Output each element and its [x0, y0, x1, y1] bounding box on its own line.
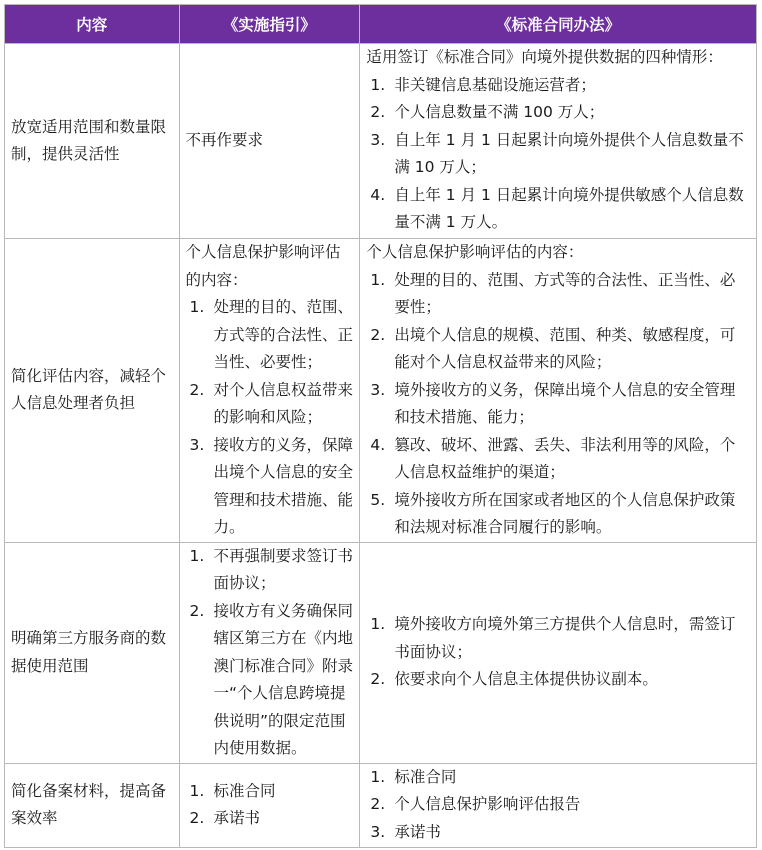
list-item-text: 自上年 1 月 1 日起累计向境外提供个人信息数量不满 10 万人； — [394, 130, 744, 176]
row-content-text: 简化评估内容，减轻个人信息处理者负担 — [11, 366, 167, 413]
standard-list — [366, 611, 750, 694]
list-item-text: 个人信息数量不满 100 万人； — [394, 103, 605, 121]
list-number: 3. — [370, 822, 386, 841]
list-item — [366, 666, 750, 694]
guideline-list — [186, 543, 354, 763]
list-item — [366, 487, 750, 542]
standard-intro: 适用签订《标准合同》向境外提供数据的四种情形： — [366, 48, 723, 66]
row-content-cell — [5, 239, 180, 543]
row-content-text: 放宽适用范围和数量限制，提供灵活性 — [11, 117, 167, 163]
list-item — [186, 805, 354, 833]
list-item-text: 接收方的义务，保障出境个人信息的安全管理和技术措施、能力。 — [213, 435, 354, 536]
guideline-intro: 个人信息保护影响评估的内容： — [185, 243, 341, 289]
list-item — [366, 72, 750, 100]
list-number: 1. — [370, 615, 386, 634]
list-item-text: 自上年 1 月 1 日起累计向境外提供敏感个人信息数量不满 1 万人。 — [394, 185, 744, 231]
table-row — [5, 239, 757, 543]
list-item — [186, 598, 354, 763]
list-item-text: 境外接收方所在国家或者地区的个人信息保护政策和法规对标准合同履行的影响。 — [394, 490, 736, 536]
list-number: 1. — [189, 546, 205, 565]
standard-intro: 个人信息保护影响评估的内容： — [366, 243, 584, 261]
row-content-cell — [5, 542, 180, 763]
list-item-text: 出境个人信息的规模、范围、种类、敏感程度，可能对个人信息权益带来的风险； — [394, 325, 736, 371]
row-content-cell — [5, 763, 180, 847]
list-item — [366, 99, 750, 127]
list-item — [366, 377, 750, 432]
list-number: 3. — [370, 130, 386, 149]
list-item — [186, 778, 354, 806]
table-row — [5, 44, 757, 239]
guideline-list — [186, 294, 354, 542]
header-content: 内容 — [5, 5, 180, 44]
row-content-text: 明确第三方服务商的数据使用范围 — [11, 629, 167, 675]
list-item-text: 个人信息保护影响评估报告 — [394, 795, 581, 814]
header-guideline: 《实施指引》 — [179, 5, 360, 44]
list-item-text: 篡改、破坏、泄露、丢失、非法利用等的风险，个人信息权益维护的渠道； — [394, 435, 736, 481]
list-item — [186, 432, 354, 542]
list-number: 4. — [370, 185, 386, 204]
list-item — [366, 127, 750, 182]
header-standard-contract: 《标准合同办法》 — [360, 5, 757, 44]
list-item — [366, 432, 750, 487]
list-number: 3. — [189, 435, 205, 454]
list-item — [186, 543, 354, 598]
guideline-text: 不再作要求 — [185, 131, 264, 150]
row-content-cell — [5, 44, 180, 239]
standard-list — [366, 267, 750, 542]
list-item-text: 对个人信息权益带来的影响和风险； — [213, 380, 354, 426]
list-item-text: 处理的目的、范围、方式等的合法性、正当性、必要性； — [394, 270, 736, 316]
list-item — [186, 377, 354, 432]
list-item — [186, 294, 354, 377]
list-number: 3. — [370, 380, 386, 399]
list-number: 2. — [370, 670, 386, 689]
list-item-text: 承诺书 — [394, 822, 441, 841]
list-item-text: 不再强制要求签订书面协议； — [213, 546, 354, 592]
list-item — [366, 267, 750, 322]
guideline-list — [186, 778, 354, 833]
standard-list — [366, 72, 750, 237]
list-number: 2. — [370, 795, 386, 814]
list-number: 2. — [370, 325, 386, 344]
standard-list — [366, 764, 750, 847]
list-item — [366, 322, 750, 377]
guideline-cell — [179, 44, 360, 239]
table-row — [5, 763, 757, 847]
comparison-table — [4, 4, 757, 848]
list-number: 2. — [189, 601, 205, 620]
guideline-cell — [179, 239, 360, 543]
list-number: 1. — [189, 781, 205, 800]
list-item — [366, 611, 750, 666]
guideline-cell — [179, 763, 360, 847]
list-item-text: 承诺书 — [213, 809, 261, 827]
list-item-text: 接收方有义务确保同辖区第三方在《内地澳门标准合同》附录一“个人信息跨境提供说明”的限定范围内使用数据。 — [213, 601, 354, 757]
standard-cell — [360, 44, 757, 239]
list-item-text: 境外接收方向境外第三方提供个人信息时，需签订书面协议； — [394, 615, 736, 661]
table-row — [5, 542, 757, 763]
standard-cell — [360, 763, 757, 847]
standard-cell — [360, 542, 757, 763]
list-item-text: 境外接收方的义务，保障出境个人信息的安全管理和技术措施、能力； — [394, 380, 736, 426]
list-number: 1. — [370, 270, 386, 289]
list-item — [366, 182, 750, 237]
list-number: 2. — [370, 103, 386, 121]
list-number: 2. — [189, 380, 205, 399]
list-item — [366, 819, 750, 847]
list-item — [366, 764, 750, 792]
header-row — [5, 5, 757, 44]
list-number: 4. — [370, 435, 386, 454]
list-item — [366, 791, 750, 819]
standard-cell — [360, 239, 757, 543]
list-item-text: 处理的目的、范围、方式等的合法性、正当性、必要性； — [213, 298, 354, 371]
list-number: 5. — [370, 490, 386, 509]
list-number: 1. — [370, 75, 386, 94]
list-item-text: 非关键信息基础设施运营者； — [394, 75, 596, 94]
list-number: 2. — [189, 809, 205, 827]
list-item-text: 标准合同 — [394, 767, 457, 786]
guideline-cell — [179, 542, 360, 763]
list-item-text: 标准合同 — [213, 781, 276, 800]
list-number: 1. — [370, 767, 386, 786]
row-content-text: 简化备案材料，提高备案效率 — [11, 781, 167, 827]
list-number: 1. — [189, 298, 205, 316]
list-item-text: 依要求向个人信息主体提供协议副本。 — [394, 670, 658, 689]
